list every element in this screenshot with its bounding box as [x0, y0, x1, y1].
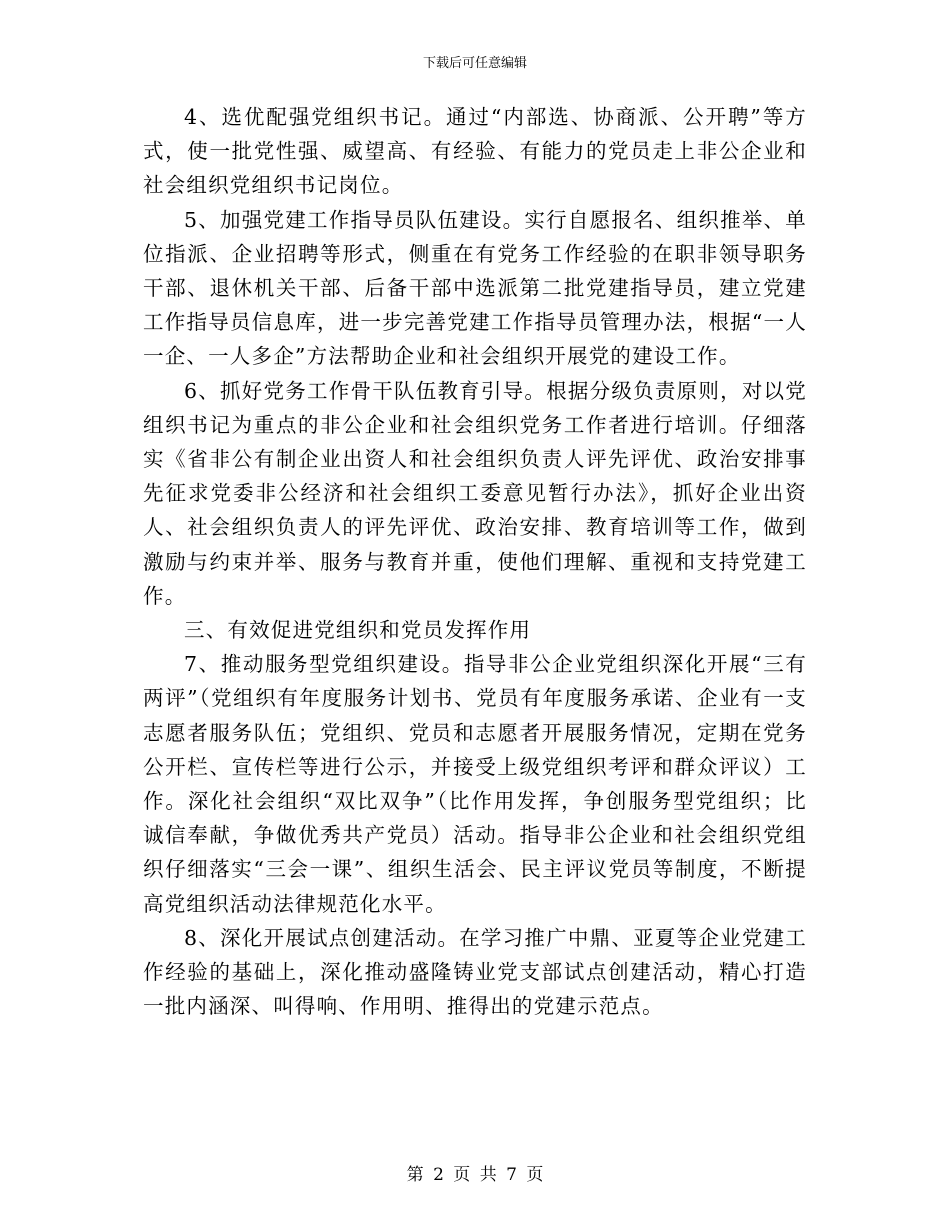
- paragraph-8: 8、深化开展试点创建活动。在学习推广中鼎、亚夏等企业党建工作经验的基础上，深化推动盛隆铸业党支部试点创建活动，精心打造一批内涵深、叫得响、作用明、推得出的党建示范点。: [143, 925, 807, 1019]
- paragraph-7: 7、推动服务型党组织建设。指导非公企业党组织深化开展“三有两评”（党组织有年度服务计划书、党员有年度服务承诺、企业有一支志愿者服务队伍；党组织、党员和志愿者开展服务情况，定期在党务公开栏、宣传栏等进行公示，并接受上级党组织考评和群众评议）工作。深化社会组织“双比双争”（比作用发挥，争创服务型党组织；比诚信奉献，争做优秀共产党员）活动。指导非公企业和社会组织党组织仔细落实“三会一课”、组织生活会、民主评议党员等制度，不断提高党组织活动法律规范化水平。: [143, 652, 807, 916]
- document-body: [143, 100, 807, 1023]
- paragraph-4: 4、选优配强党组织书记。通过“内部选、协商派、公开聘”等方式，使一批党性强、威望高、有经验、有能力的党员走上非公企业和社会组织党组织书记岗位。: [143, 105, 807, 198]
- paragraph-5: 5、加强党建工作指导员队伍建设。实行自愿报名、组织推举、单位指派、企业招聘等形式，侧重在有党务工作经验的在职非领导职务干部、退休机关干部、后备干部中选派第二批党建指导员，建立党建工作指导员信息库，进一步完善党建工作指导员管理办法，根据“一人一企、一人多企”方法帮助企业和社会组织开展党的建设工作。: [143, 207, 807, 369]
- page-footer: 第 2 页 共 7 页: [406, 1165, 544, 1185]
- paragraph-6: 6、抓好党务工作骨干队伍教育引导。根据分级负责原则，对以党组织书记为重点的非公企业和社会组织党务工作者进行培训。仔细落实《省非公有制企业出资人和社会组织负责人评先评优、政治安排事先征求党委非公经济和社会组织工委意见暂行办法》，抓好企业出资人、社会组织负责人的评先评优、政治安排、教育培训等工作，做到激励与约束并举、服务与教育并重，使他们理解、重视和支持党建工作。: [143, 378, 807, 608]
- page-header: 下载后可任意编辑: [422, 56, 527, 71]
- section-heading: 三、有效促进党组织和党员发挥作用: [184, 618, 532, 643]
